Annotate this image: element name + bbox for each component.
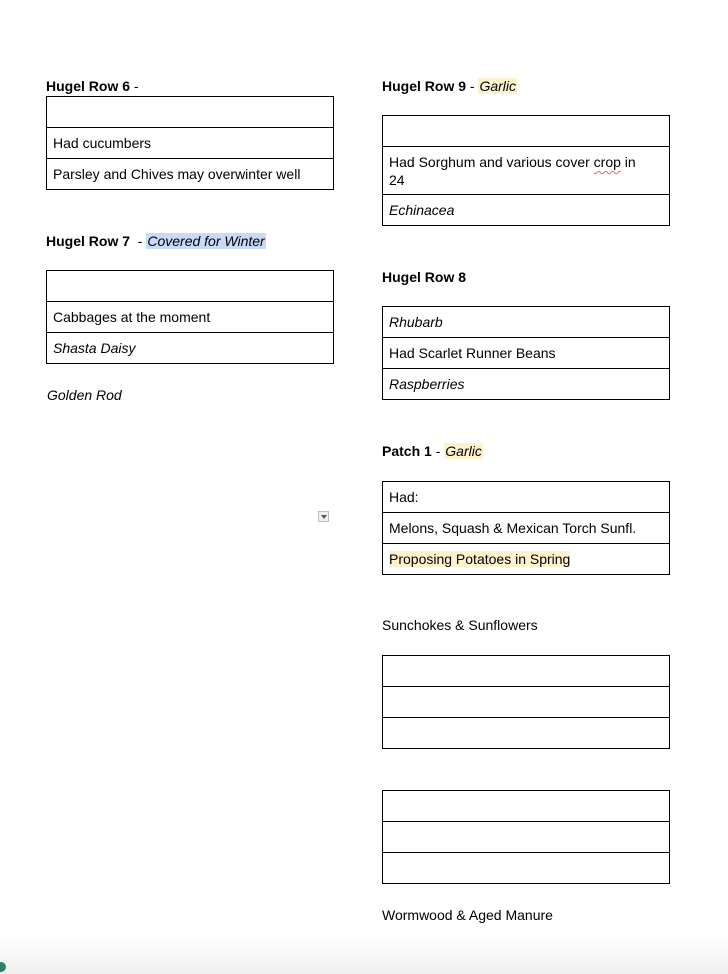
table-cell[interactable] xyxy=(47,97,334,128)
highlighted-text: Proposing Potatoes in Spring xyxy=(389,551,571,567)
table-row xyxy=(383,791,670,822)
table-row xyxy=(47,302,334,333)
table-row xyxy=(383,195,670,226)
sunchokes-table xyxy=(382,655,670,749)
hugel-row-8-title: Hugel Row 8 xyxy=(382,269,467,285)
hugel-row-9-table xyxy=(382,115,670,226)
table-row xyxy=(383,307,670,338)
golden-rod-text: Golden Rod xyxy=(47,387,122,403)
table-cell[interactable] xyxy=(383,853,670,884)
chevron-down-icon xyxy=(321,515,327,519)
table-row xyxy=(383,482,670,513)
page-bottom-fade xyxy=(0,934,728,974)
hugel-row-9-separator: - xyxy=(466,78,479,94)
table-cell[interactable] xyxy=(383,544,670,575)
table-row xyxy=(383,116,670,147)
table-cell[interactable] xyxy=(383,718,670,749)
table-row xyxy=(383,687,670,718)
table-row xyxy=(383,822,670,853)
sunchokes-label: Sunchokes & Sunflowers xyxy=(382,617,538,633)
patch-1-heading xyxy=(382,442,483,460)
table-row xyxy=(383,369,670,400)
table-row xyxy=(383,718,670,749)
hugel-row-8-table xyxy=(382,306,670,400)
hugel-row-6-heading xyxy=(46,77,139,95)
hugel-row-9-heading xyxy=(382,77,517,95)
hugel-row-8-heading xyxy=(382,268,466,286)
patch-1-table xyxy=(382,481,670,575)
hugel-row-7-separator: - xyxy=(130,233,147,249)
table-cell[interactable]: Had cucumbers xyxy=(47,128,334,159)
table-cell[interactable]: Melons, Squash & Mexican Torch Sunfl. xyxy=(383,513,670,544)
hugel-row-7-heading xyxy=(46,232,266,250)
hugel-row-6-table xyxy=(46,96,334,190)
table-row xyxy=(383,338,670,369)
misspelled-word: crop xyxy=(593,154,621,170)
hugel-row-7-note: Covered for Winter xyxy=(147,233,265,249)
hugel-row-7-table xyxy=(46,270,334,364)
hugel-row-6-separator: - xyxy=(130,78,139,94)
table-cell[interactable]: Had: xyxy=(383,482,670,513)
table-row xyxy=(47,159,334,190)
hugel-row-6-title: Hugel Row 6 xyxy=(46,78,131,94)
hugel-row-9-title: Hugel Row 9 xyxy=(382,78,467,94)
patch-1-note: Garlic xyxy=(445,443,482,459)
cell-text: in 24 xyxy=(389,154,636,188)
table-cell[interactable] xyxy=(383,656,670,687)
dropdown-chip-button[interactable] xyxy=(318,511,329,522)
table-row xyxy=(383,544,670,575)
table-cell[interactable]: Rhubarb xyxy=(383,307,670,338)
cell-text: Had Sorghum and various cover xyxy=(389,154,594,170)
table-row xyxy=(383,147,670,195)
table-cell[interactable] xyxy=(383,791,670,822)
hugel-row-9-note: Garlic xyxy=(479,78,517,94)
hugel-row-7-title: Hugel Row 7 xyxy=(46,233,131,249)
table-cell[interactable] xyxy=(383,687,670,718)
table-cell[interactable]: Shasta Daisy xyxy=(47,333,334,364)
table-row xyxy=(383,656,670,687)
table-cell[interactable]: Echinacea xyxy=(383,195,670,226)
table-cell[interactable] xyxy=(47,271,334,302)
table-cell[interactable] xyxy=(383,822,670,853)
table-cell[interactable]: Parsley and Chives may overwinter well xyxy=(47,159,334,190)
table-cell[interactable]: Cabbages at the moment xyxy=(47,302,334,333)
table-cell[interactable]: Raspberries xyxy=(383,369,670,400)
blank-table xyxy=(382,790,670,884)
patch-1-separator: - xyxy=(431,443,445,459)
table-cell[interactable] xyxy=(383,116,670,147)
table-row xyxy=(47,333,334,364)
table-row xyxy=(47,128,334,159)
table-row xyxy=(47,271,334,302)
table-cell[interactable] xyxy=(383,147,670,195)
table-cell[interactable]: Had Scarlet Runner Beans xyxy=(383,338,670,369)
table-row xyxy=(383,853,670,884)
patch-1-title: Patch 1 xyxy=(382,443,432,459)
table-row xyxy=(47,97,334,128)
table-row xyxy=(383,513,670,544)
wormwood-label: Wormwood & Aged Manure xyxy=(382,907,553,923)
